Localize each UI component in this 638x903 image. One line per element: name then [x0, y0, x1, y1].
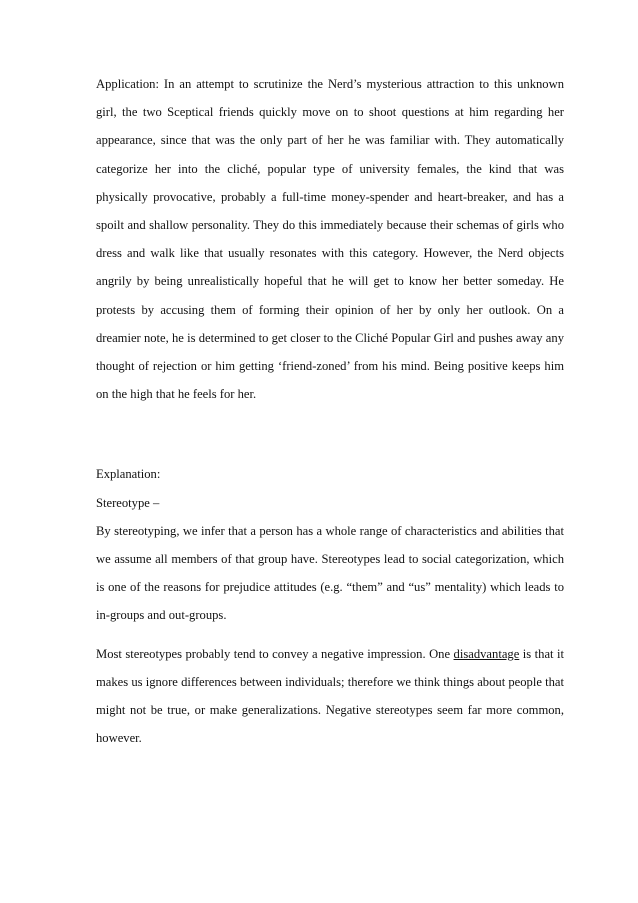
- application-paragraph: Application: In an attempt to scrutinize the Nerd’s mysterious attraction to this unknown girl, the two Sceptical friends quickly move on to shoot questions at him regarding her appearance, since that was the only part of her he was familiar with. They automatically categorize her into the cliché, popular type of university females, the kind that was physically provocative, probably a full-time money-spender and heart-breaker, and has a spoilt and shallow personality. They do this immediately because their schemas of girls who dress and walk like that usually resonates with this category. However, the Nerd objects angrily by being unrealistically hopeful that he will get to know her better someday. He protests by accusing them of forming their opinion of her by only her outlook. On a dreamier note, he is determined to get closer to the Cliché Popular Girl and pushes away any thought of rejection or him getting ‘friend-zoned’ from his mind. Being positive keeps him on the high that he feels for her.: [96, 77, 564, 402]
- negative-paragraph-start: Most stereotypes probably tend to convey a negative impression. One: [96, 646, 454, 661]
- stereotype-heading: Stereotype –: [96, 495, 160, 510]
- negative-stereotypes-paragraph: [96, 640, 564, 753]
- disadvantage-underlined-word: disadvantage: [453, 646, 520, 661]
- negative-paragraph-end: is that it makes us ignore differences between individuals; therefore we think things about people that might not be true, or make generalizations. Negative stereotypes seem far more common, however.: [96, 646, 564, 746]
- explanation-heading: Explanation:: [96, 467, 161, 482]
- paragraph-spacer: [96, 630, 564, 640]
- section-spacer: [96, 408, 564, 460]
- document-page: [96, 70, 564, 752]
- stereotype-paragraph: By stereotyping, we infer that a person has a whole range of characteristics and abilities that we assume all members of that group have. Stereotypes lead to social categorization, which is one of the reasons for prejudice attitudes (e.g. “them” and “us” mentality) which leads to in-groups and out-groups.: [96, 523, 564, 623]
